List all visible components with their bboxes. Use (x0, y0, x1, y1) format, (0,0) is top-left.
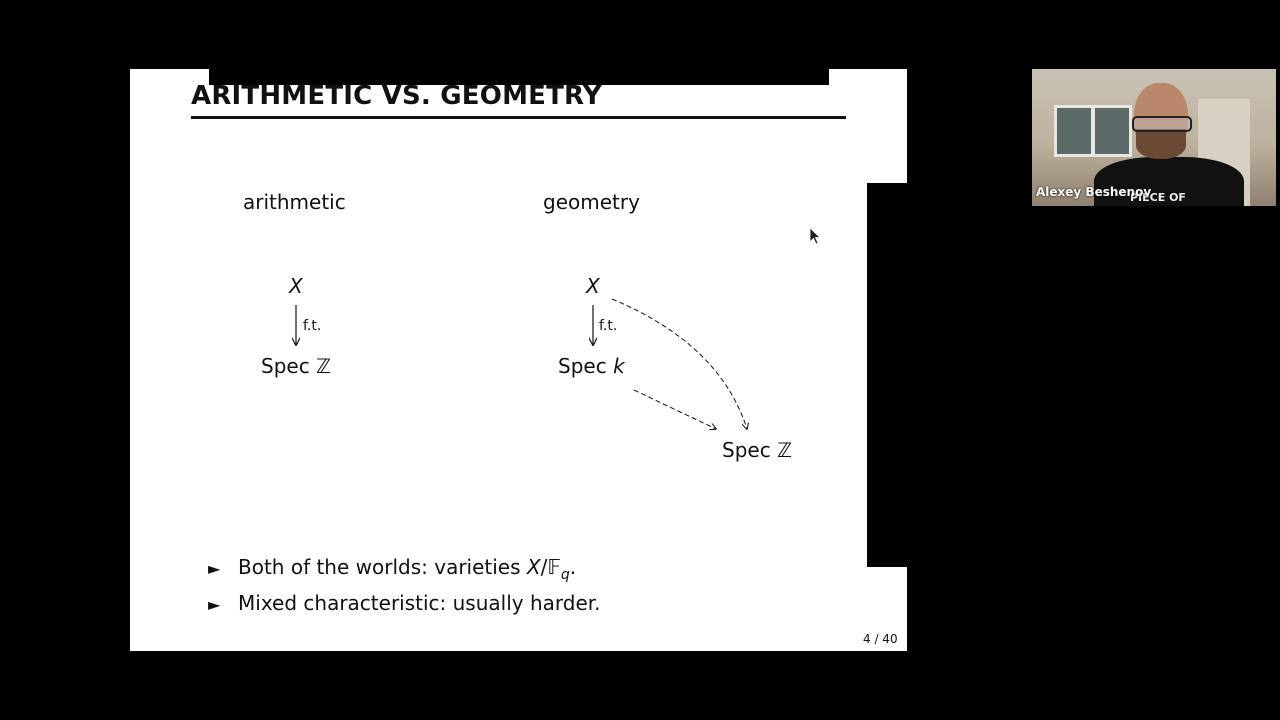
geometry-diagonal-dashed-arrow (634, 390, 716, 429)
arithmetic-arrow-label: f.t. (303, 318, 322, 334)
finite-field: /𝔽 (540, 555, 561, 579)
spec-word: Spec (558, 354, 607, 378)
triangle-right-icon: ► (208, 559, 221, 578)
shirt-text: PIECE OF (1130, 191, 1186, 204)
arithmetic-x: X (289, 274, 303, 298)
mouse-pointer-icon (809, 227, 821, 245)
spec-word: Spec (722, 438, 771, 462)
participant-glasses (1132, 116, 1192, 132)
background-window (1054, 105, 1132, 157)
bullet-item: ► Both of the worlds: varieties X/𝔽$_q$. (208, 555, 577, 583)
slide-title: ARITHMETIC VS. GEOMETRY (191, 81, 602, 111)
presentation-slide (130, 69, 907, 651)
geometry-arrow-label: f.t. (599, 318, 618, 334)
arithmetic-heading: arithmetic (243, 190, 346, 214)
spec-word: Spec (261, 354, 310, 378)
field-subscript-q: q (560, 567, 570, 583)
participant-beard (1136, 129, 1186, 159)
bullet-item: ► Mixed characteristic: usually harder. (208, 587, 601, 623)
field-k: k (613, 354, 625, 378)
variety-x: X (526, 555, 541, 579)
triangle-right-icon: ► (208, 595, 221, 614)
integers-symbol: ℤ (777, 438, 792, 462)
geometry-heading: geometry (543, 190, 640, 214)
participant-video-tile[interactable] (1032, 69, 1276, 206)
geometry-curved-dashed-arrow (612, 299, 747, 429)
integers-symbol: ℤ (316, 354, 331, 378)
bullet-list (208, 551, 601, 623)
geometry-x: X (586, 274, 600, 298)
participant-name: Alexey Beshenov (1036, 185, 1152, 199)
page-number: 4 / 40 (863, 632, 898, 646)
